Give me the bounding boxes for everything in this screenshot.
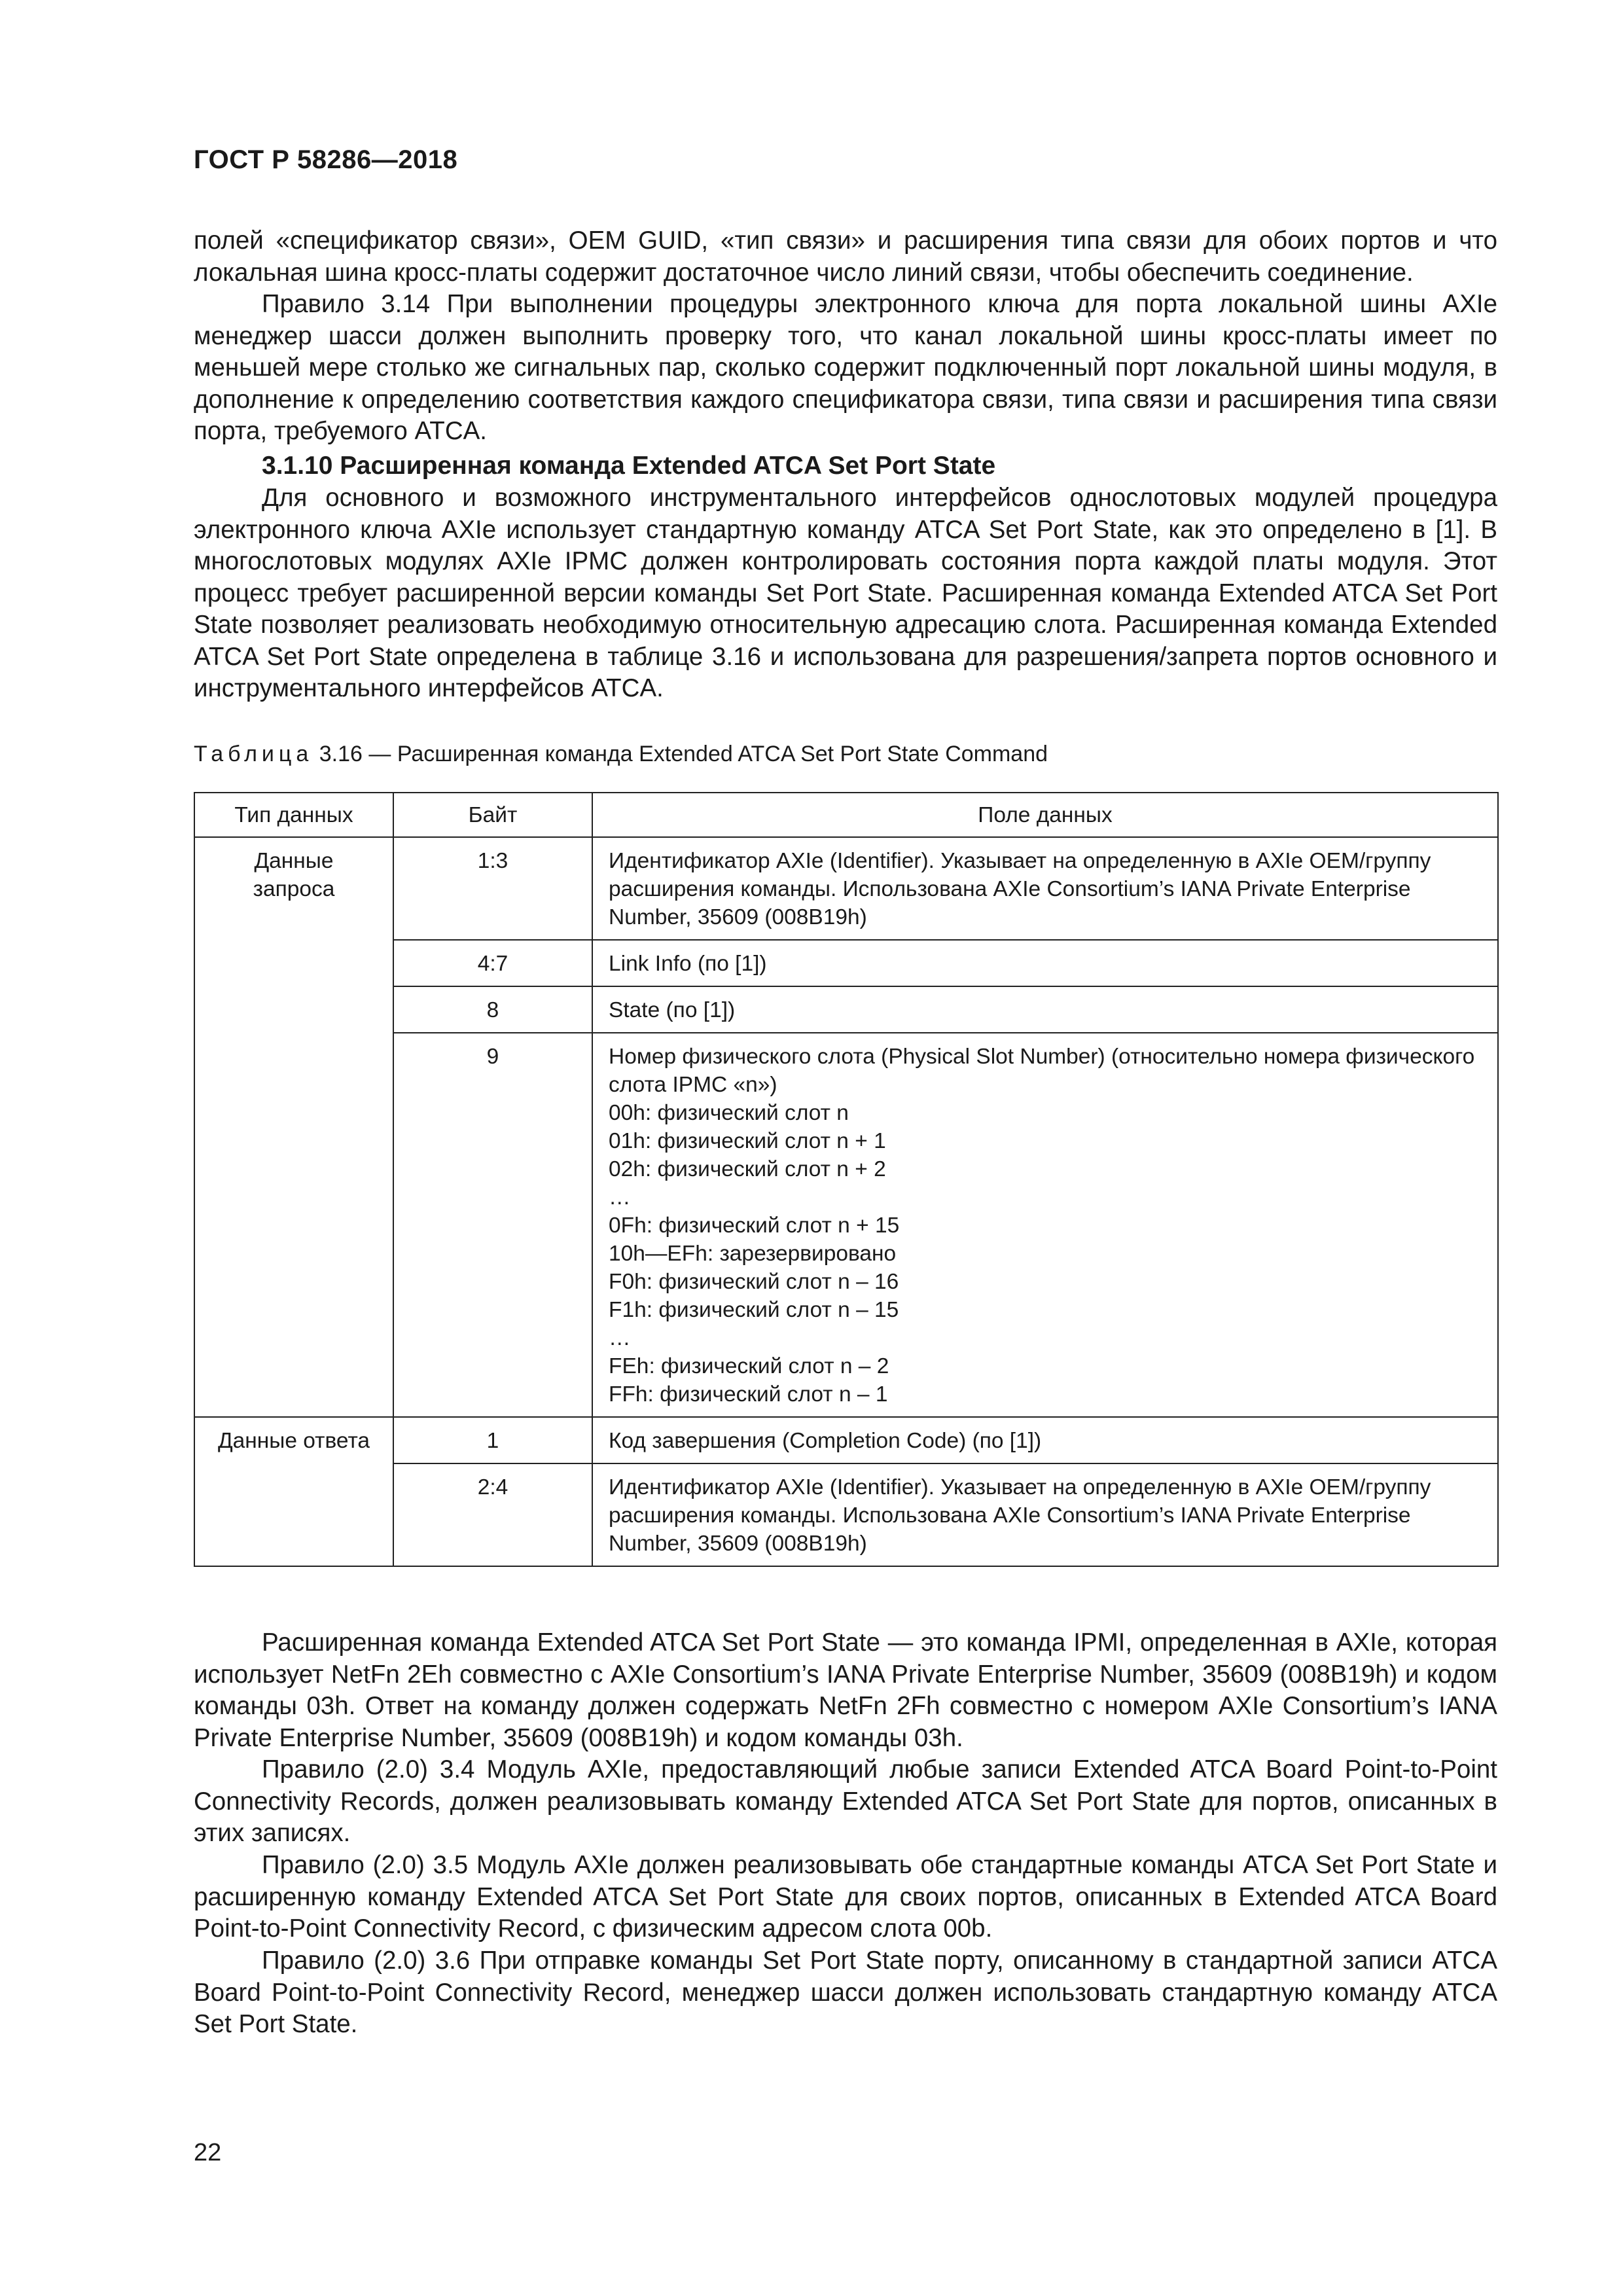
section-heading: 3.1.10 Расширенная команда Extended ATCA Set Port State bbox=[262, 452, 996, 480]
field-cell: Код завершения (Completion Code) (по [1]) bbox=[592, 1417, 1498, 1463]
byte-cell: 9 bbox=[393, 1033, 592, 1417]
field-cell: Идентификатор AXIe (Identifier). Указывает на определенную в AXIe OEM/группу расширения команды. Использована AXIe Consortium’s IANA Private Enterprise Number, 35609 (008B19h) bbox=[592, 837, 1498, 940]
byte-cell: 2:4 bbox=[393, 1463, 592, 1566]
data-type-cell-continued bbox=[194, 986, 393, 1033]
field-cell: Идентификатор AXIe (Identifier). Указывает на определенную в AXIe OEM/группу расширения команды. Использована AXIe Consortium’s IANA Private Enterprise Number, 35609 (008B19h) bbox=[592, 1463, 1498, 1566]
paragraph-rule-3-4: Правило (2.0) 3.4 Модуль AXIe, предоставляющий любые записи Extended ATCA Board Point-to-Point Connectivity Records, должен реализовывать команду Extended ATCA Set Port State для портов, описанных в этих записях. bbox=[194, 1755, 1497, 1847]
paragraph-rule-3-14: Правило 3.14 При выполнении процедуры электронного ключа для порта локальной шины AXIe менеджер шасси должен выполнить проверку того, что канал локальной шины кросс-платы имеет по меньшей мере столько же сигнальных пар, сколько содержит подключенный порт локальной шины модуля, в дополнение к определению соответствия каждого спецификатора связи, типа связи и расширения типа связи порта, требуемого ATCA. bbox=[194, 290, 1497, 445]
paragraph-continuation: полей «спецификатор связи», OEM GUID, «тип связи» и расширения типа связи для обоих портов и что локальная шина кросс-платы содержит достаточное число линий связи, чтобы обеспечить соединение. bbox=[194, 226, 1497, 287]
table-row bbox=[194, 837, 1498, 940]
command-table bbox=[194, 792, 1499, 1567]
table-caption-label: Таблица bbox=[194, 742, 313, 766]
page-number: 22 bbox=[194, 2139, 222, 2166]
byte-cell: 1 bbox=[393, 1417, 592, 1463]
header-data-field: Поле данных bbox=[592, 793, 1498, 837]
field-cell-slot-number: Номер физического слота (Physical Slot Number) (относительно номера физического слота IPMC «n») 00h: физический слот n 01h: физический слот n + 1 02h: физический слот n + 2 … 0Fh: физический слот n + 15 10h—EFh: зарезервировано F0h: физический слот n – 16 F1h: физический слот n – 15 … FEh: физический слот n – 2 FFh: физический слот n – 1 bbox=[592, 1033, 1498, 1417]
table-row bbox=[194, 1417, 1498, 1463]
header-data-type: Тип данных bbox=[194, 793, 393, 837]
paragraph-ipmi-command: Расширенная команда Extended ATCA Set Port State — это команда IPMI, определенная в AXIe, которая использует NetFn 2Eh совместно с AXIe Consortium’s IANA Private Enterprise Number, 35609 (008B19h) и кодом команды 03h. Ответ на команду должен содержать NetFn 2Fh совместно с номером AXIe Consortium’s IANA Private Enterprise Number, 35609 (008B19h) и кодом команды 03h. bbox=[194, 1628, 1497, 1752]
data-type-cell-continued bbox=[194, 940, 393, 986]
byte-cell: 8 bbox=[393, 986, 592, 1033]
field-cell: Link Info (по [1]) bbox=[592, 940, 1498, 986]
table-caption bbox=[194, 740, 1048, 768]
table-row bbox=[194, 986, 1498, 1033]
byte-cell: 1:3 bbox=[393, 837, 592, 940]
byte-cell: 4:7 bbox=[393, 940, 592, 986]
data-type-cell-continued bbox=[194, 1463, 393, 1566]
paragraph-rule-3-6: Правило (2.0) 3.6 При отправке команды Set Port State порту, описанному в стандартной записи ATCA Board Point-to-Point Connectivity Record, менеджер шасси должен использовать стандартную команду ATCA Set Port State. bbox=[194, 1946, 1497, 2038]
section-intro-paragraph: Для основного и возможного инструментального интерфейсов однослотовых модулей процедура электронного ключа AXIe использует стандартную команду ATCA Set Port State, как это определено в [1]. В многослотовых модулях AXIe IPMC должен контролировать состояния порта каждой платы модуля. Этот процесс требует расширенной версии команды Set Port State. Расширенная команда Extended ATCA Set Port State позволяет реализовать необходимую относительную адресацию слота. Расширенная команда Extended ATCA Set Port State определена в таблице 3.16 и использована для разрешения/запрета портов основного и инструментального интерфейсов ATCA. bbox=[194, 484, 1497, 702]
header-byte: Байт bbox=[393, 793, 592, 837]
field-cell: State (по [1]) bbox=[592, 986, 1498, 1033]
document-header: ГОСТ Р 58286—2018 bbox=[194, 145, 458, 174]
paragraph-rule-3-5: Правило (2.0) 3.5 Модуль AXIe должен реализовывать обе стандартные команды ATCA Set Port State и расширенную команду Extended ATCA Set Port State для своих портов, описанных в Extended ATCA Board Point-to-Point Connectivity Record, с физическим адресом слота 00b. bbox=[194, 1851, 1497, 1943]
table-row bbox=[194, 940, 1498, 986]
data-type-cell: Данные запроса bbox=[194, 837, 393, 940]
data-type-cell: Данные ответа bbox=[194, 1417, 393, 1463]
data-type-cell-continued bbox=[194, 1033, 393, 1417]
table-row bbox=[194, 1463, 1498, 1566]
table-caption-text: 3.16 — Расширенная команда Extended ATCA Set Port State Command bbox=[319, 742, 1048, 766]
table-row bbox=[194, 1033, 1498, 1417]
table-header-row bbox=[194, 793, 1498, 837]
